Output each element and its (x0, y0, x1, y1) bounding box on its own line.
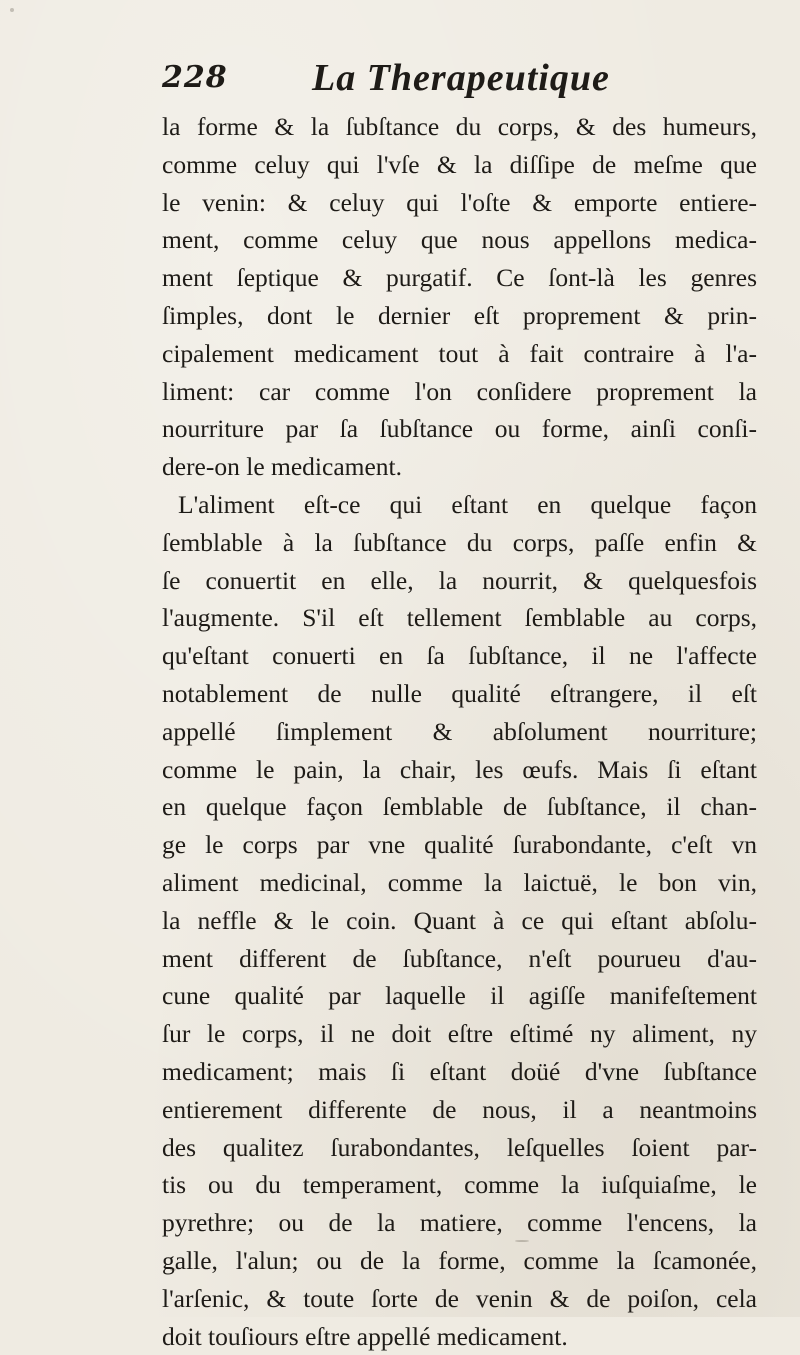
text-line: cune qualité par laquelle il agiſſe manifeſtement (162, 977, 757, 1015)
text-line: ment, comme celuy que nous appellons medica- (162, 221, 757, 259)
text-line: comme le pain, la chair, les œufs. Mais ſi eſtant (162, 751, 757, 789)
text-line: ſur le corps, il ne doit eſtre eſtimé ny aliment, ny (162, 1015, 757, 1053)
text-line: en quelque façon ſemblable de ſubſtance, il chan- (162, 788, 757, 826)
ink-speck (10, 8, 14, 12)
text-line: medicament; mais ſi eſtant doüé d'vne ſubſtance (162, 1053, 757, 1091)
page-number: 228 (162, 60, 228, 95)
ink-speck (515, 1240, 529, 1242)
text-line: tis ou du temperament, comme la iuſquiaſme, le (162, 1166, 757, 1204)
text-line: nourriture par ſa ſubſtance ou forme, ainſi conſi- (162, 410, 757, 448)
text-line: cipalement medicament tout à fait contraire à l'a- (162, 335, 757, 373)
text-line: entierement differente de nous, il a neantmoins (162, 1091, 757, 1129)
text-line: qu'eſtant conuerti en ſa ſubſtance, il ne l'affecte (162, 637, 757, 675)
text-line: l'arſenic, & toute ſorte de venin & de poiſon, cela (162, 1280, 757, 1318)
text-line: pyrethre; ou de la matiere, comme l'encens, la (162, 1204, 757, 1242)
text-line: liment: car comme l'on conſidere proprement la (162, 373, 757, 411)
text-line: le venin: & celuy qui l'oſte & emporte entiere- (162, 184, 757, 222)
text-line: comme celuy qui l'vſe & la diſſipe de meſme que (162, 146, 757, 184)
text-line: aliment medicinal, comme la laictuë, le bon vin, (162, 864, 757, 902)
text-line: ſemblable à la ſubſtance du corps, paſſe enfin & (162, 524, 757, 562)
text-line: notablement de nulle qualité eſtrangere, il eſt (162, 675, 757, 713)
text-line: ſe conuertit en elle, la nourrit, & quelquesfois (162, 562, 757, 600)
text-line: ment different de ſubſtance, n'eſt pourueu d'au- (162, 940, 757, 978)
text-line: doit touſiours eſtre appellé medicament. (162, 1318, 757, 1355)
text-line: la neffle & le coin. Quant à ce qui eſtant abſolu- (162, 902, 757, 940)
running-title: La Therapeutique (312, 56, 610, 100)
text-line: galle, l'alun; ou de la forme, comme la ſcamonée, (162, 1242, 757, 1280)
paragraph-start-line: L'aliment eſt-ce qui eſtant en quelque façon (162, 486, 757, 524)
text-line: ment ſeptique & purgatif. Ce ſont-là les genres (162, 259, 757, 297)
text-line: ſimples, dont le dernier eſt proprement & prin- (162, 297, 757, 335)
text-line: la forme & la ſubſtance du corps, & des humeurs, (162, 108, 757, 146)
text-line: des qualitez ſurabondantes, leſquelles ſoient par- (162, 1129, 757, 1167)
text-line: dere-on le medicament. (162, 448, 757, 486)
page-header (162, 52, 742, 102)
text-line: ge le corps par vne qualité ſurabondante, c'eſt vn (162, 826, 757, 864)
text-line: appellé ſimplement & abſolument nourriture; (162, 713, 757, 751)
text-line: l'augmente. S'il eſt tellement ſemblable au corps, (162, 599, 757, 637)
ink-speck (170, 1268, 176, 1271)
body-text (162, 108, 757, 1355)
